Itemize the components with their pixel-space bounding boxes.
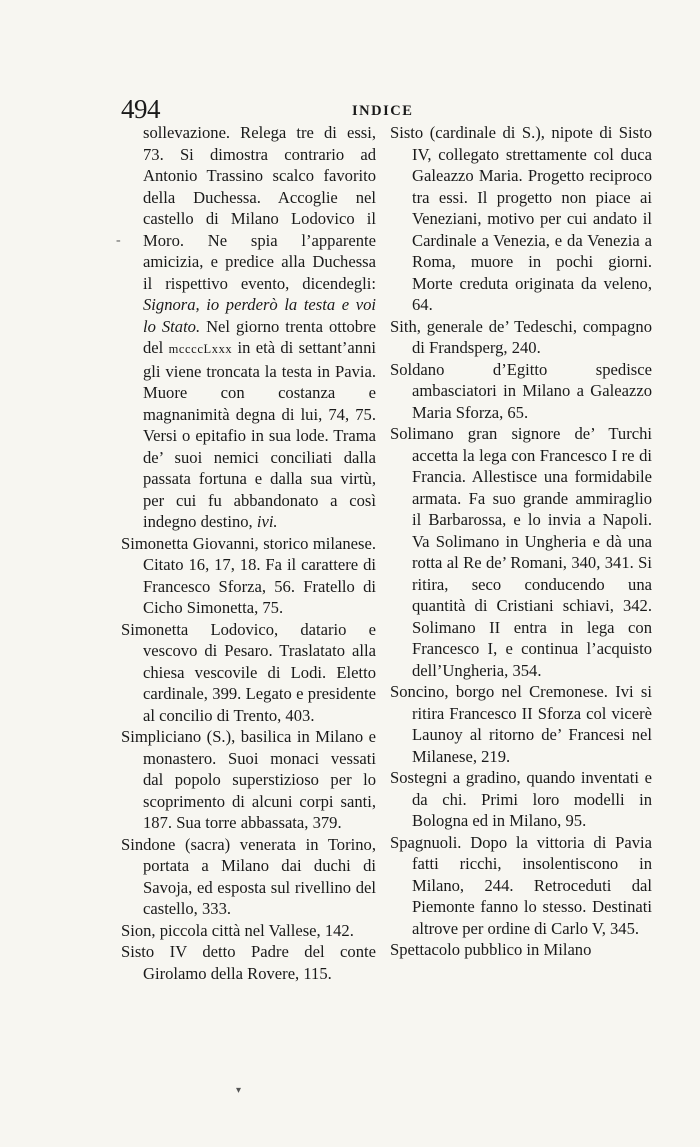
entry-text: Simonetta Lodovico, datario e vescovo di Pesaro. Traslatato alla chiesa vescovile di Lodi. Eletto cardinale, 399. Legato e presidente al concilio di Trento, 403. [121, 619, 376, 725]
entry-text: Sith, generale de’ Tedeschi, compagno di Frandsperg, 240. [390, 316, 652, 357]
small-caps-text: mccccLxxx [168, 342, 233, 356]
entry-text: Sindone (sacra) venerata in Torino, portata a Milano dai duchi di Savoja, ed esposta sul rivellino del castello, 333. [121, 834, 376, 918]
index-entry [390, 939, 652, 961]
entry-text: Sisto (cardinale di S.), nipote di Sisto IV, collegato strettamente col duca Galeazzo Maria. Progetto reciproco tra essi. Il progetto non piace ai Veneziani, motivo per cui andato il Cardinale a Venezia, e da Venezia a Roma, muore in pochi giorni. Morte creduta originata da veleno, 64. [390, 123, 652, 314]
print-mark: ▾ [236, 1085, 242, 1096]
index-entry [121, 619, 376, 727]
index-entry [390, 359, 652, 424]
entry-text: Solimano gran signore de’ Turchi accetta la lega con Francesco I re di Francia. Allestisce una formidabile armata. Fa suo grande ammiraglio il Barbarossa, e lo invia a Napoli. Va Solimano in Ungheria e dà una rotta al Re de’ Romani, 340, 341. Si ritira, seco conducendo una quantità di Cristiani schiavi, 342. Solimano II entra in lega con Francesco I, e continua l’acquisto dell’Ungheria, 354. [390, 424, 652, 680]
index-entry [390, 832, 652, 940]
entry-text: Spagnuoli. Dopo la vittoria di Pavia fatti ricchi, insolentiscono in Milano, 244. Retroceduti dal Piemonte fanno lo stesso. Destinati altrove per ordine di Carlo V, 345. [390, 832, 652, 938]
page-number: 494 [121, 94, 160, 124]
entry-text: Simonetta Giovanni, storico milanese. Citato 16, 17, 18. Fa il carattere di Francesco Sforza, 56. Fratello di Cicho Simonetta, 75. [121, 533, 376, 617]
entry-text: Nel giorno trenta ottobre del [143, 316, 376, 357]
index-entry [121, 726, 376, 834]
entry-text: Soldano d’Egitto spedisce ambasciatori in Milano a Galeazzo Maria Sforza, 65. [390, 359, 652, 422]
index-entry [121, 834, 376, 920]
index-entry [121, 533, 376, 619]
entry-text: in età di settant’anni gli viene troncata la testa in Pavia. Muore con costanza e magnanimità degna di lui, 74, 75. Versi o epitafio in sua lode. Trama de’ suoi nemici conciliati dalla passata fortuna e dalla sua virtù, per cui fu abbandonato a così indegno destino, [143, 338, 376, 531]
italic-text: ivi. [256, 512, 278, 531]
italic-text: Signora, io perderò la testa e voi lo Stato. [143, 295, 376, 336]
entry-text: Sion, piccola città nel Vallese, 142. [121, 920, 354, 940]
index-entry [390, 423, 652, 681]
index-entry [121, 941, 376, 984]
index-entry [390, 316, 652, 359]
index-entry [390, 681, 652, 767]
index-entry [390, 122, 652, 316]
entry-text: Simpliciano (S.), basilica in Milano e monastero. Suoi monaci vessati dal popolo superstizioso per lo scoprimento di alcuni corpi santi, 187. Sua torre abbassata, 379. [121, 727, 376, 832]
entry-text: Sostegni a gradino, quando inventati e da chi. Primi loro modelli in Bologna ed in Milano, 95. [390, 768, 652, 830]
running-head: INDICE [352, 103, 414, 119]
margin-mark: - [116, 233, 121, 248]
index-entry-continued [121, 122, 376, 533]
entry-text: Soncino, borgo nel Cremonese. Ivi si ritira Francesco II Sforza col vicerè Launoy al ritorno de’ Francesi nel Milanese, 219. [390, 682, 652, 766]
index-column-right [390, 122, 652, 961]
entry-text: Sisto IV detto Padre del conte Girolamo della Rovere, 115. [121, 942, 376, 983]
index-entry [390, 767, 652, 832]
entry-text: sollevazione. Relega tre di essi, 73. Si dimostra contrario ad Antonio Trassino scalco favorito della Duchessa. Accoglie nel castello di Milano Lodovico il Moro. Ne spia l’apparente amicizia, e predice alla Duchessa il rispettivo evento, dicendegli: [143, 123, 376, 293]
entry-text: Spettacolo pubblico in Milano [390, 940, 592, 959]
index-entry [121, 920, 376, 942]
index-column-left [121, 122, 376, 984]
